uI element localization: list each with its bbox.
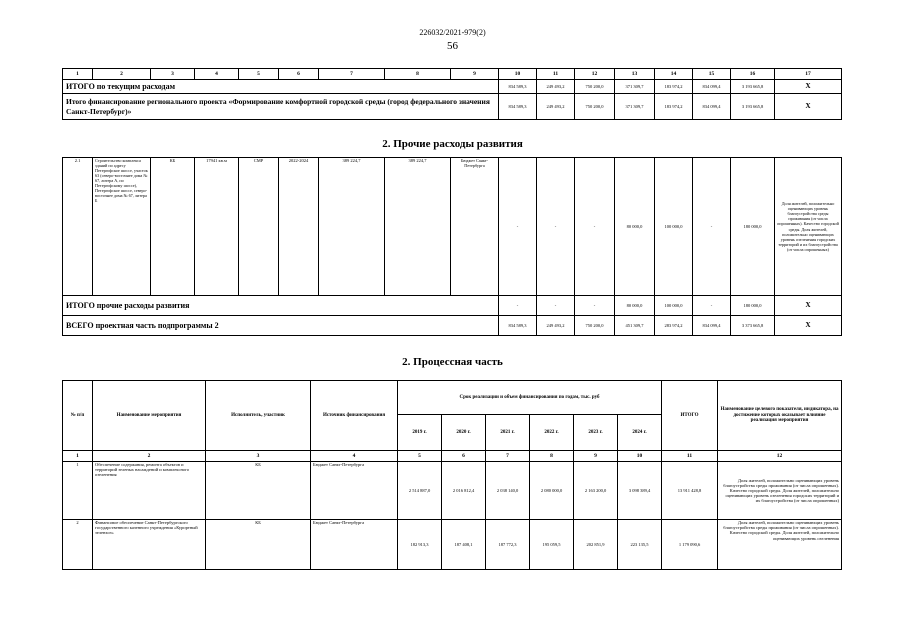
cell: - — [537, 296, 575, 316]
colnum: 8 — [385, 69, 451, 80]
colnum: 16 — [731, 69, 775, 80]
cell: 834 099,4 — [693, 94, 731, 120]
table-row — [63, 462, 842, 520]
cell-cost-a: 389 224,7 — [319, 158, 385, 296]
cell: 249 493,2 — [537, 316, 575, 336]
colnum: 12 — [575, 69, 615, 80]
colnum: 12 — [718, 451, 842, 462]
table-row-current-total — [63, 80, 842, 94]
colnum: 17 — [775, 69, 842, 80]
colnum: 1 — [63, 451, 93, 462]
header-year: 2021 г. — [486, 415, 530, 451]
header-year: 2020 г. — [442, 415, 486, 451]
colnum: 10 — [618, 451, 662, 462]
header-num: № п/п — [63, 381, 93, 451]
cell: 180 000,0 — [731, 158, 775, 296]
cell: - — [537, 158, 575, 296]
cell: 750 200,0 — [575, 316, 615, 336]
colnum: 4 — [195, 69, 239, 80]
header-source: Источник финансирования — [311, 381, 398, 451]
document-code: 226032/2021-979(2) — [419, 28, 486, 37]
cell: 2 163 200,0 — [574, 462, 618, 520]
table-row-other-total — [63, 296, 842, 316]
cell-cost-b: 389 224,7 — [385, 158, 451, 296]
row-label: ИТОГО по текущим расходам — [63, 80, 499, 94]
row-label: Итого финансирование регионального проекта «Формирование комфортной городской среды (город федерального значения Санкт-Петербург)» — [63, 94, 499, 120]
cell: 2 016 812,4 — [442, 462, 486, 520]
colnum: 2 — [93, 451, 206, 462]
cell: 451 309,7 — [615, 316, 655, 336]
header-total: ИТОГО — [662, 381, 718, 451]
header-year: 2023 г. — [574, 415, 618, 451]
cell-indicator: Доля жителей, положительно оценивающих уровень благоустройства среды проживания (от числа опрошенных). Качество городской среды. Доля жителей, положительно оценивающих уровень озеленения городских территорий и их благоустройства (от числа опрошенных) — [775, 158, 842, 296]
colnum: 7 — [319, 69, 385, 80]
cell-total: 13 911 428,8 — [662, 462, 718, 520]
header-period-group: Срок реализации и объем финансирования по годам, тыс. руб — [398, 381, 662, 415]
cell-name: Строительство комплекса зданий по адресу Петергофское шоссе, участок 63 (северо-восточнее дома № 67, литера А, по Петергофскому шоссе), Петергофское шоссе, северо-восточнее дома № 67, литера Б — [93, 158, 151, 296]
header-year: 2019 г. — [398, 415, 442, 451]
colnum: 5 — [239, 69, 279, 80]
cell: - — [499, 296, 537, 316]
colnum: 13 — [615, 69, 655, 80]
cell: 249 493,2 — [537, 94, 575, 120]
page-number: 56 — [447, 40, 458, 52]
cell: 80 000,0 — [615, 158, 655, 296]
cell: 371 309,7 — [615, 94, 655, 120]
cell: 100 000,0 — [655, 296, 693, 316]
colnum: 1 — [63, 69, 93, 80]
cell: 834 589,3 — [499, 316, 537, 336]
cell-stage: СМР — [239, 158, 279, 296]
cell: - — [693, 158, 731, 296]
cell: Х — [775, 80, 842, 94]
cell-source: Бюджет Санкт-Петербурга — [311, 520, 398, 570]
cell: 834 099,4 — [693, 80, 731, 94]
colnum: 5 — [398, 451, 442, 462]
cell: 2 080 000,0 — [530, 462, 574, 520]
colnum: 8 — [530, 451, 574, 462]
colnum: 14 — [655, 69, 693, 80]
cell-executor: КБ — [206, 462, 311, 520]
colnum: 11 — [662, 451, 718, 462]
cell-capacity: 17941 кв.м — [195, 158, 239, 296]
colnum: 15 — [693, 69, 731, 80]
cell: 249 493,2 — [537, 80, 575, 94]
cell: 202 851,9 — [574, 520, 618, 570]
cell-executor: КБ — [151, 158, 195, 296]
cell: 3 193 665,8 — [731, 80, 775, 94]
cell-indicator: Доля жителей, положительно оценивающих уровень благоустройства среды проживания (от числа опрошенных). Качество городской среды. Доля жителей, положительно оценивающих уровень озеленения — [718, 520, 842, 570]
cell: 182 913,3 — [398, 520, 442, 570]
cell: 834 589,3 — [499, 94, 537, 120]
cell: 3 098 389,4 — [618, 462, 662, 520]
row-label: ВСЕГО проектная часть подпрограммы 2 — [63, 316, 499, 336]
header-executor: Исполнитель, участник — [206, 381, 311, 451]
header-year: 2024 г. — [618, 415, 662, 451]
cell: 100 000,0 — [655, 158, 693, 296]
colnum: 9 — [574, 451, 618, 462]
colnum: 4 — [311, 451, 398, 462]
cell-source: Бюджет Санкт-Петербурга — [311, 462, 398, 520]
cell: - — [499, 158, 537, 296]
section-title-process: 2. Процессная часть — [402, 356, 503, 368]
cell-num: 2.1 — [63, 158, 93, 296]
cell: 834 589,3 — [499, 80, 537, 94]
table-process-part — [62, 380, 842, 570]
section-title-other: 2. Прочие расходы развития — [382, 138, 523, 150]
cell: 750 200,0 — [575, 94, 615, 120]
cell: 195 059,5 — [530, 520, 574, 570]
colnum: 3 — [206, 451, 311, 462]
cell: - — [693, 296, 731, 316]
cell: 371 309,7 — [615, 80, 655, 94]
cell: 223 135,5 — [618, 520, 662, 570]
row-label: ИТОГО прочие расходы развития — [63, 296, 499, 316]
cell: 834 099,4 — [693, 316, 731, 336]
colnum: 10 — [499, 69, 537, 80]
table-header-row — [63, 381, 842, 415]
cell: Х — [775, 316, 842, 336]
cell: 3 193 665,8 — [731, 94, 775, 120]
header-indicator: Наименование целевого показателя, индикатора, на достижение которых оказывает влияние реализация мероприятия — [718, 381, 842, 451]
colnum: 2 — [93, 69, 151, 80]
colnum: 7 — [486, 451, 530, 462]
cell-name: Финансовое обеспечение Санкт-Петербургского государственного казенного учреждения «Курортный зеленхоз» — [93, 520, 206, 570]
colnum: 3 — [151, 69, 195, 80]
cell: 183 974,2 — [655, 80, 693, 94]
cell: 187 772,3 — [486, 520, 530, 570]
cell: 2 038 140,0 — [486, 462, 530, 520]
cell-total: 1 179 090,6 — [662, 520, 718, 570]
cell-executor: КБ — [206, 520, 311, 570]
cell-name: Обеспечение содержания, ремонта объектов и территорий зеленых насаждений и комплексного озеленения — [93, 462, 206, 520]
table-other-expenses — [62, 157, 842, 336]
colnum: 9 — [451, 69, 499, 80]
header-name: Наименование мероприятия — [93, 381, 206, 451]
table-row — [63, 158, 842, 296]
cell-num: 2 — [63, 520, 93, 570]
cell-source: Бюджет Санкт-Петербурга — [451, 158, 499, 296]
cell-period: 2022-2024 — [279, 158, 319, 296]
table-project-totals — [62, 68, 842, 120]
column-number-row — [63, 451, 842, 462]
header-year: 2022 г. — [530, 415, 574, 451]
cell: 180 000,0 — [731, 296, 775, 316]
cell: Х — [775, 94, 842, 120]
column-number-row — [63, 69, 842, 80]
cell: Х — [775, 296, 842, 316]
cell: 183 974,2 — [655, 94, 693, 120]
colnum: 6 — [279, 69, 319, 80]
cell: 2 514 887,0 — [398, 462, 442, 520]
cell-num: 1 — [63, 462, 93, 520]
cell: 283 974,2 — [655, 316, 693, 336]
cell: 3 373 665,8 — [731, 316, 775, 336]
cell-indicator: Доля жителей, положительно оценивающих уровень благоустройства среды проживания (от числа опрошенных). Качество городской среды. Доля жителей, положительно оценивающих уровень озеленения городских территорий и их благоустройства (от числа опрошенных) — [718, 462, 842, 520]
cell: 187 408,1 — [442, 520, 486, 570]
cell: - — [575, 296, 615, 316]
table-row-region-total — [63, 94, 842, 120]
cell: 750 200,0 — [575, 80, 615, 94]
cell: - — [575, 158, 615, 296]
colnum: 6 — [442, 451, 486, 462]
table-row-project-total — [63, 316, 842, 336]
colnum: 11 — [537, 69, 575, 80]
cell: 80 000,0 — [615, 296, 655, 316]
table-row — [63, 520, 842, 570]
